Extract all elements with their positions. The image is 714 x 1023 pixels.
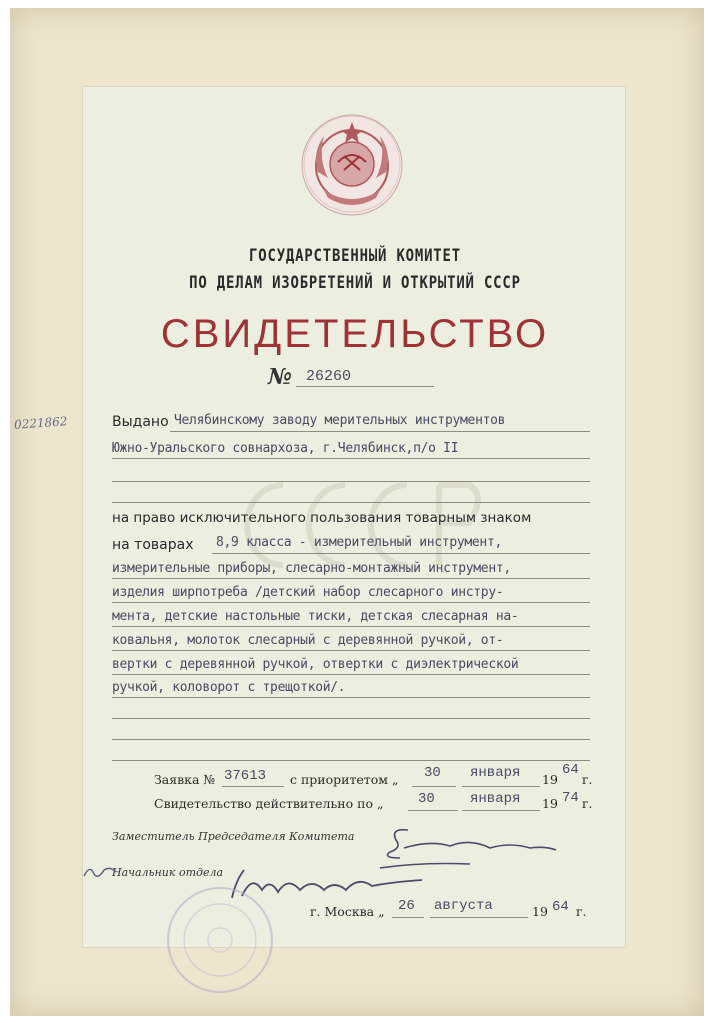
goods-underline-5: [112, 650, 590, 651]
blank-line-3: [112, 718, 590, 719]
issued-to-line-1: Челябинскому заводу мерительных инструментов: [174, 413, 506, 428]
priority-day-underline: [412, 786, 456, 787]
issue-year: 64: [552, 899, 569, 915]
goods-underline-1: [212, 553, 590, 554]
blank-line-4: [112, 739, 590, 740]
goods-line-6: вертки с деревянной ручкой, отвертки с диэлектрической: [112, 657, 519, 672]
department-head-label: Начальник отдела: [112, 866, 224, 879]
goods-line-5: ковальня, молоток слесарный с деревянной ручкой, от-: [112, 633, 504, 648]
number-label: №: [268, 364, 292, 390]
margin-handwritten-note: 0221862: [13, 414, 68, 432]
goods-underline-6: [112, 674, 590, 675]
committee-name-line-1: ГОСУДАРСТВЕННЫЙ КОМИТЕТ: [249, 246, 461, 266]
application-label: Заявка №: [154, 772, 216, 787]
application-number-underline: [222, 786, 284, 787]
priority-year-suffix: г.: [582, 772, 593, 787]
goods-underline-7: [112, 697, 590, 698]
issued-underline-1: [170, 431, 590, 432]
validity-day-underline: [408, 810, 458, 811]
issue-day-underline: [392, 917, 424, 918]
validity-day: 30: [418, 791, 435, 807]
deputy-chairman-label: Заместитель Председателя Комитета: [112, 830, 355, 843]
priority-month: января: [470, 765, 521, 781]
validity-year-suffix: г.: [582, 796, 593, 811]
official-round-stamp: [160, 880, 280, 1000]
validity-year-prefix: 19: [542, 796, 558, 811]
goods-underline-3: [112, 602, 590, 603]
cccp-watermark: [225, 455, 495, 605]
blank-line-5: [112, 760, 590, 761]
blank-line-1: [112, 481, 590, 482]
validity-month: января: [470, 791, 521, 807]
goods-label: на товарах: [112, 537, 194, 553]
exclusive-right-text: на право исключительного пользования товарным знаком: [112, 510, 532, 526]
issue-day: 26: [398, 898, 415, 914]
issue-year-prefix: 19: [532, 904, 548, 919]
committee-name-line-2: ПО ДЕЛАМ ИЗОБРЕТЕНИЙ И ОТКРЫТИЙ СССР: [189, 273, 521, 293]
goods-line-4: мента, детские настольные тиски, детская слесарная на-: [112, 609, 519, 624]
number-underline: [296, 386, 434, 387]
goods-line-3: изделия ширпотреба /детский набор слесарного инстру-: [112, 585, 504, 600]
goods-underline-4: [112, 626, 590, 627]
issued-to-line-2: Южно-Уральского совнархоза, г.Челябинск,п/о II: [112, 441, 459, 456]
issued-underline-2: [112, 458, 590, 459]
ussr-emblem-icon: [298, 112, 406, 218]
blank-line-2: [112, 502, 590, 503]
priority-year: 64: [562, 762, 579, 778]
issue-month-underline: [430, 917, 528, 918]
goods-underline-2: [112, 578, 590, 579]
goods-line-7: ручкой, коловорот с трещоткой/.: [112, 680, 346, 695]
issued-label: Выдано: [112, 414, 169, 430]
validity-year: 74: [562, 790, 579, 806]
priority-month-underline: [462, 786, 540, 787]
priority-year-prefix: 19: [542, 772, 558, 787]
validity-month-underline: [462, 810, 540, 811]
certificate-number: 26260: [306, 368, 352, 385]
issue-year-suffix: г.: [576, 904, 587, 919]
validity-label: Свидетельство действительно по „: [154, 796, 384, 811]
goods-line-2: измерительные приборы, слесарно-монтажный инструмент,: [112, 561, 511, 576]
goods-line-1: 8,9 класса - измерительный инструмент,: [216, 535, 503, 550]
priority-day: 30: [424, 765, 441, 781]
application-number: 37613: [224, 768, 267, 784]
priority-label: с приоритетом „: [290, 772, 399, 787]
place-label: г. Москва „: [310, 904, 385, 919]
document-title: СВИДЕТЕЛЬСТВО: [160, 312, 550, 356]
margin-initials: [80, 860, 120, 884]
issue-month: августа: [434, 898, 493, 914]
